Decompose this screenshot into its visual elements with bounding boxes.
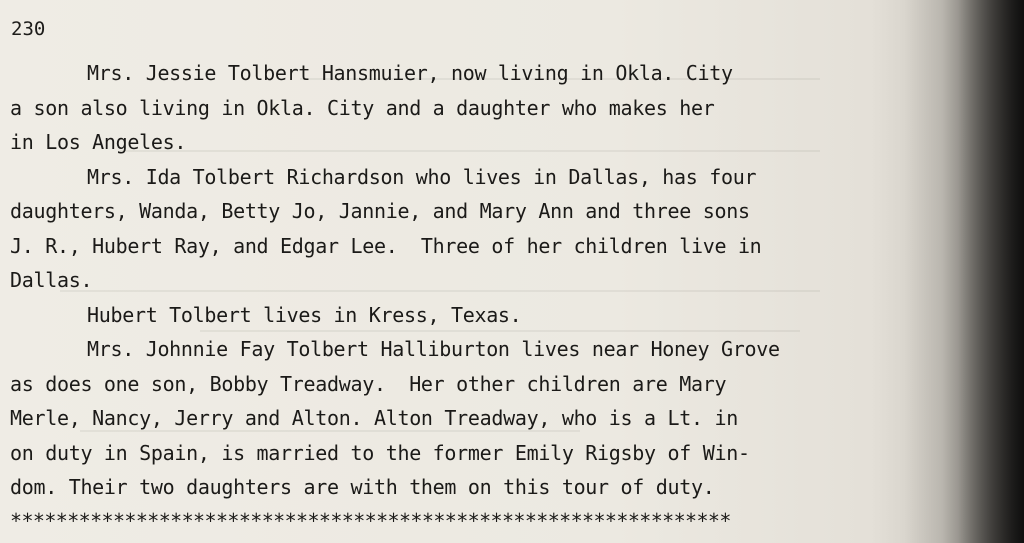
text-line: dom. Their two daughters are with them on this tour of duty. (10, 475, 715, 499)
text-line: Dallas. (10, 268, 93, 292)
text-line: on duty in Spain, is married to the former Emily Rigsby of Win- (10, 440, 750, 465)
text-line: Mrs. Johnnie Fay Tolbert Halliburton lives near Honey Grove (87, 337, 780, 361)
text-line: Mrs. Ida Tolbert Richardson who lives in Dallas, has four (87, 164, 757, 189)
text-line: J. R., Hubert Ray, and Edgar Lee. Three of her children live in (10, 233, 762, 258)
text-line: Hubert Tolbert lives in Kress, Texas. (87, 302, 522, 327)
text-line: a son also living in Okla. City and a daughter who makes her (10, 95, 715, 120)
page-number: 230 (11, 18, 46, 40)
text-line: daughters, Wanda, Betty Jo, Jannie, and Mary Ann and three sons (10, 199, 750, 223)
asterisk-separator: *************************************************************** (10, 509, 731, 533)
text-line: Mrs. Jessie Tolbert Hansmuier, now living in Okla. City (87, 61, 733, 85)
text-line: as does one son, Bobby Treadway. Her other children are Mary (10, 371, 727, 396)
text-line: Merle, Nancy, Jerry and Alton. Alton Treadway, who is a Lt. in (10, 406, 738, 430)
body-text (10, 56, 1010, 505)
text-line: in Los Angeles. (10, 130, 187, 154)
